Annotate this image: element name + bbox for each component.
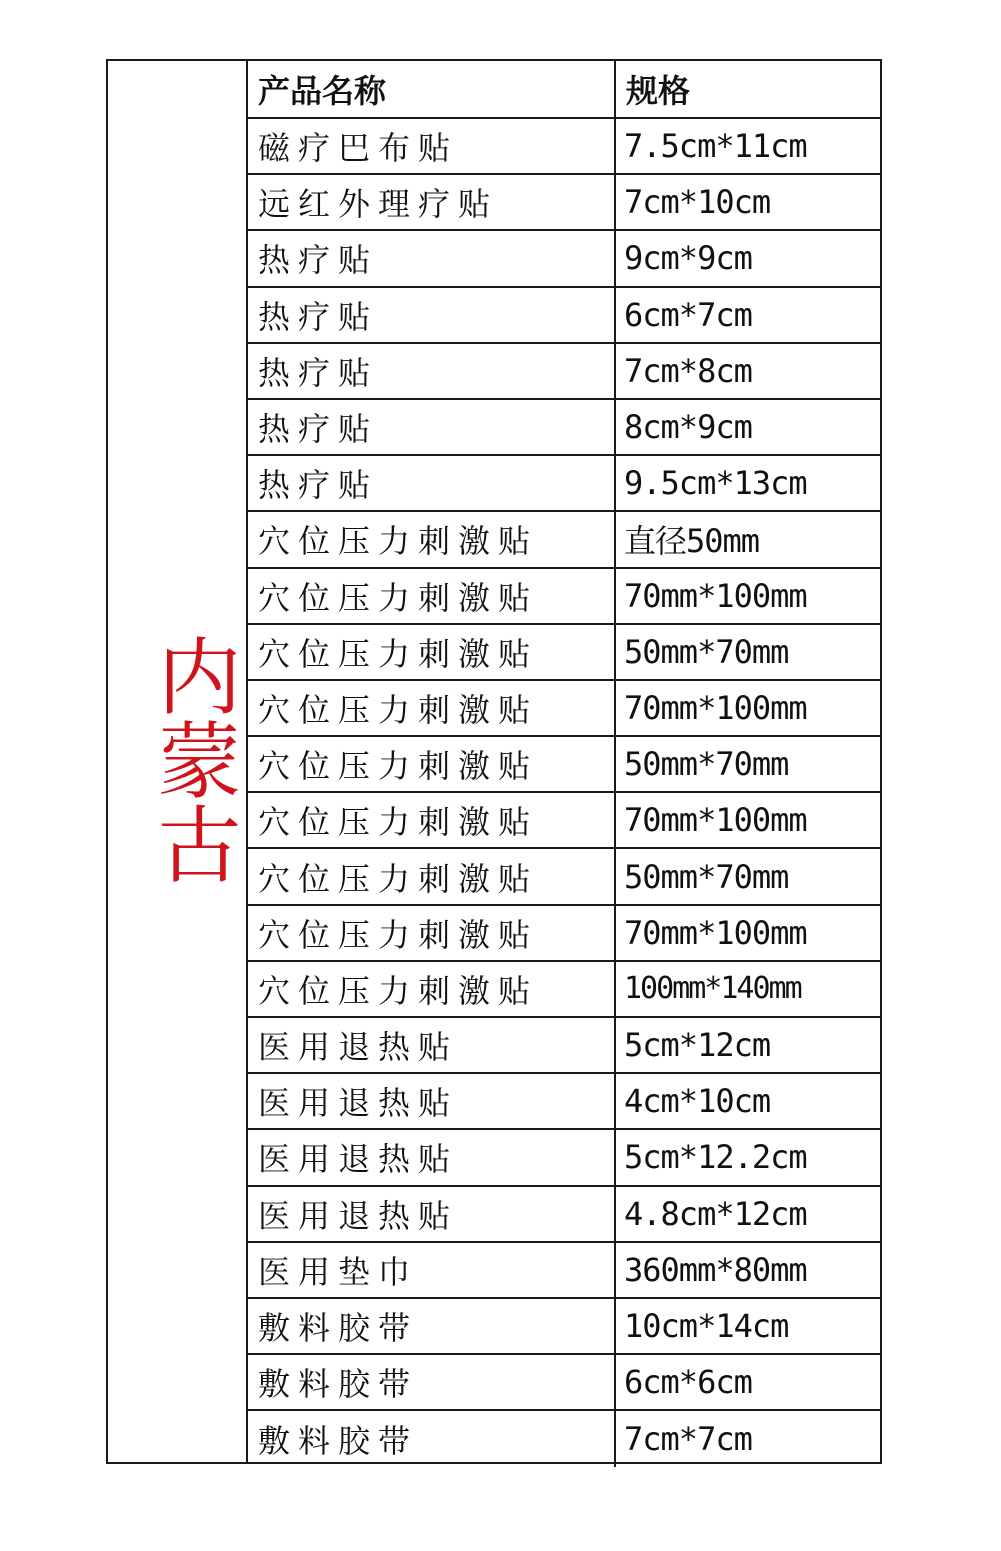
product-spec-cell: 5cm*12cm xyxy=(615,1017,880,1073)
product-spec-cell: 10cm*14cm xyxy=(615,1298,880,1354)
product-name-cell: 热疗贴 xyxy=(248,230,615,286)
product-name-cell: 穴位压力刺激贴 xyxy=(248,736,615,792)
table-header-row xyxy=(248,61,880,118)
table-row xyxy=(248,736,880,792)
product-spec-cell: 7.5cm*11cm xyxy=(615,118,880,174)
table-row xyxy=(248,343,880,399)
product-name-cell: 热疗贴 xyxy=(248,399,615,455)
product-spec-cell: 8cm*9cm xyxy=(615,399,880,455)
product-name-cell: 敷料胶带 xyxy=(248,1354,615,1410)
product-name-cell: 医用退热贴 xyxy=(248,1186,615,1242)
product-spec-cell: 360mm*80mm xyxy=(615,1242,880,1298)
product-name-cell: 敷料胶带 xyxy=(248,1298,615,1354)
table-row xyxy=(248,1129,880,1185)
product-name-cell: 热疗贴 xyxy=(248,287,615,343)
table-row xyxy=(248,118,880,174)
product-spec-cell: 7cm*8cm xyxy=(615,343,880,399)
product-name-cell: 穴位压力刺激贴 xyxy=(248,624,615,680)
product-name-cell: 热疗贴 xyxy=(248,343,615,399)
product-spec-cell: 70mm*100mm xyxy=(615,680,880,736)
table-row xyxy=(248,287,880,343)
product-name-cell: 医用退热贴 xyxy=(248,1129,615,1185)
table-row xyxy=(248,174,880,230)
product-name-cell: 穴位压力刺激贴 xyxy=(248,961,615,1017)
product-spec-cell: 直径50mm xyxy=(615,511,880,567)
table-row xyxy=(248,455,880,511)
product-spec-cell: 50mm*70mm xyxy=(615,848,880,904)
product-name-cell: 穴位压力刺激贴 xyxy=(248,680,615,736)
table-row xyxy=(248,568,880,624)
product-name-cell: 远红外理疗贴 xyxy=(248,174,615,230)
product-spec-cell: 100mm*140mm xyxy=(615,961,880,1017)
product-name-cell: 穴位压力刺激贴 xyxy=(248,568,615,624)
product-table xyxy=(248,61,880,1467)
product-spec-sheet xyxy=(106,59,882,1464)
table-row xyxy=(248,1017,880,1073)
table-row xyxy=(248,511,880,567)
product-name-cell: 热疗贴 xyxy=(248,455,615,511)
table-row xyxy=(248,961,880,1017)
product-name-cell: 医用退热贴 xyxy=(248,1017,615,1073)
table-row xyxy=(248,624,880,680)
table-row xyxy=(248,1242,880,1298)
region-label: 内蒙古 xyxy=(144,633,242,885)
product-spec-cell: 7cm*7cm xyxy=(624,1419,752,1458)
table-row xyxy=(248,399,880,455)
product-spec-cell: 70mm*100mm xyxy=(615,792,880,848)
product-name-cell: 穴位压力刺激贴 xyxy=(248,511,615,567)
table-row xyxy=(248,230,880,286)
product-spec-cell: 4cm*10cm xyxy=(615,1073,880,1129)
table-row xyxy=(248,792,880,848)
table-row xyxy=(248,680,880,736)
product-spec-cell: 9.5cm*13cm xyxy=(615,455,880,511)
table-row xyxy=(248,905,880,961)
product-name-cell: 穴位压力刺激贴 xyxy=(248,792,615,848)
table-row xyxy=(248,1354,880,1410)
table-row xyxy=(248,1298,880,1354)
product-spec-cell: 7cm*10cm xyxy=(615,174,880,230)
product-name-cell: 敷料胶带 xyxy=(248,1410,615,1466)
product-spec-cell: 9cm*9cm xyxy=(615,230,880,286)
product-name-cell: 医用垫巾 xyxy=(248,1242,615,1298)
product-spec-cell: 50mm*70mm xyxy=(615,736,880,792)
product-spec-cell: 5cm*12.2cm xyxy=(615,1129,880,1185)
column-header-name: 产品名称 xyxy=(248,61,615,118)
product-spec-cell: 6cm*7cm xyxy=(615,287,880,343)
product-spec-cell: 70mm*100mm xyxy=(615,905,880,961)
table-body xyxy=(248,118,880,1467)
product-spec-cell: 70mm*100mm xyxy=(615,568,880,624)
product-name-cell: 医用退热贴 xyxy=(248,1073,615,1129)
product-name-cell: 穴位压力刺激贴 xyxy=(248,905,615,961)
product-spec-cell: 6cm*6cm xyxy=(615,1354,880,1410)
product-spec-cell: 4.8cm*12cm xyxy=(615,1186,880,1242)
product-name-cell: 穴位压力刺激贴 xyxy=(248,848,615,904)
table-row xyxy=(248,1410,880,1466)
table-row xyxy=(248,848,880,904)
table-row xyxy=(248,1073,880,1129)
table-row xyxy=(248,1186,880,1242)
product-name-cell: 磁疗巴布贴 xyxy=(248,118,615,174)
column-header-spec: 规格 xyxy=(615,61,880,118)
region-column xyxy=(108,61,248,1462)
product-spec-cell: 50mm*70mm xyxy=(615,624,880,680)
